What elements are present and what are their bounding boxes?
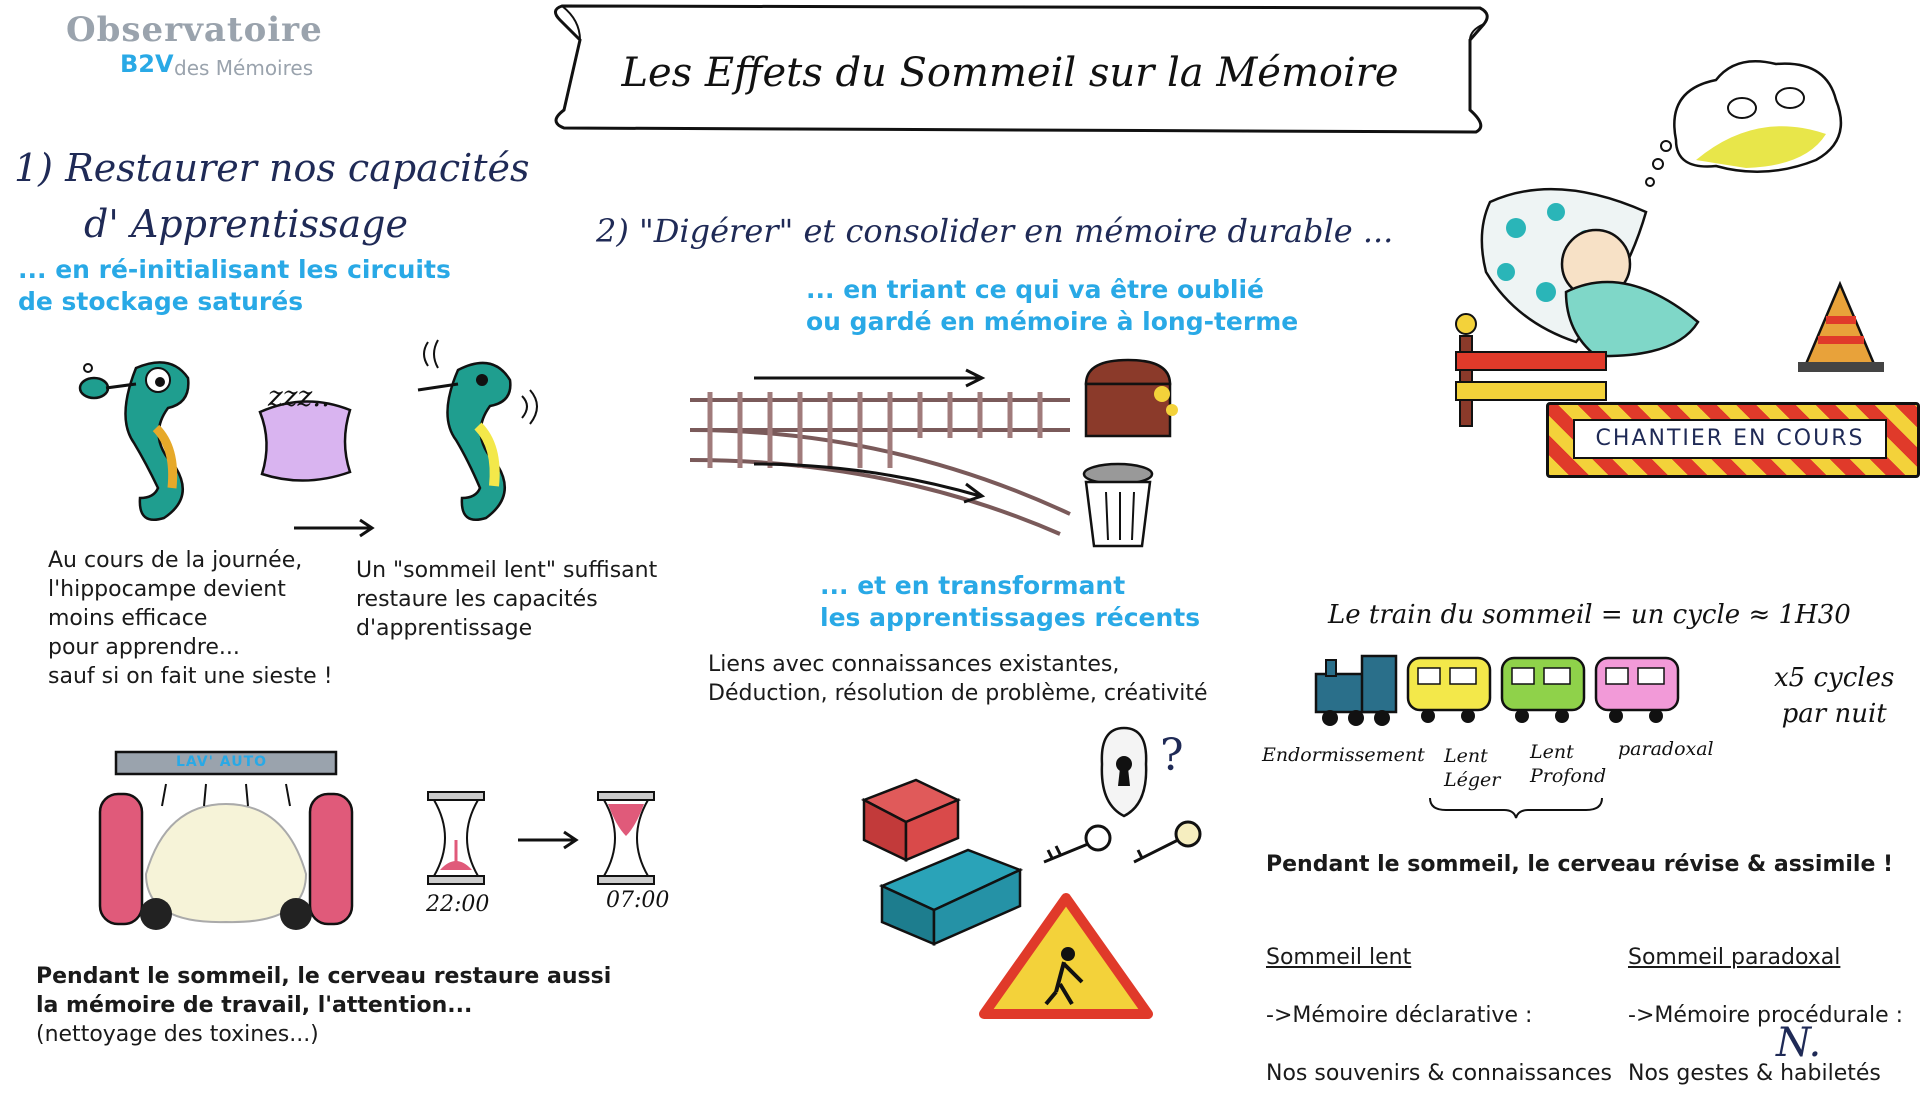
col2-line2: Nos gestes & habiletés xyxy=(1628,1061,1881,1086)
col-sommeil-paradoxal xyxy=(1628,914,1903,1117)
seahorse-happy-icon xyxy=(398,340,538,540)
roadwork-sign-icon xyxy=(976,892,1156,1022)
page-title: Les Effets du Sommeil sur la Mémoire xyxy=(621,50,1399,96)
railway-switch-icon xyxy=(690,364,1090,534)
section1-subtitle: ... en ré-initialisant les circuits de stockage saturés xyxy=(18,255,451,316)
section1-bottom-bold: Pendant le sommeil, le cerveau restaure aussi la mémoire de travail, l'attention... xyxy=(36,964,612,1018)
logo-line1: Observatoire xyxy=(66,10,323,50)
construction-sign xyxy=(1546,402,1920,478)
arrow-right-icon xyxy=(290,518,380,538)
time-end: 07:00 xyxy=(606,888,670,913)
section2-heading: 2) "Digérer" et consolider en mémoire durable ... xyxy=(596,212,1394,250)
label-lent-leger: Lent Léger xyxy=(1444,745,1501,791)
section1-heading xyxy=(14,140,530,252)
logo-b2v: B2V xyxy=(120,50,174,78)
carwash-sign: LAV' AUTO xyxy=(176,754,268,770)
col1-line2: Nos souvenirs & connaissances xyxy=(1266,1061,1612,1086)
section2-sub1: ... en triant ce qui va être oublié ou gardé en mémoire à long-terme xyxy=(806,275,1299,336)
trash-can-icon xyxy=(1076,460,1162,550)
train-car-green-icon xyxy=(1498,652,1588,724)
label-endormissement: Endormissement xyxy=(1262,744,1425,766)
section1-bottom-normal: (nettoyage des toxines...) xyxy=(36,1022,319,1047)
col2-title: Sommeil paradoxal xyxy=(1628,945,1841,970)
col-sommeil-lent xyxy=(1266,914,1612,1117)
keyhole-icon xyxy=(1096,724,1152,820)
construction-sign-label: CHANTIER EN COURS xyxy=(1573,419,1887,459)
train-car-yellow-icon xyxy=(1404,652,1494,724)
hourglass-full-icon xyxy=(596,790,656,886)
section3-summary: Pendant le sommeil, le cerveau révise & assimile ! xyxy=(1266,852,1894,877)
signature: N. xyxy=(1776,1020,1822,1066)
hourglass-empty-icon xyxy=(426,790,486,886)
section2-text: Liens avec connaissances existantes, Déduction, résolution de problème, créativité xyxy=(708,652,1208,706)
section1-left-text: Au cours de la journée, l'hippocampe devient moins efficace pour apprendre... sauf si on fait une sieste ! xyxy=(48,548,333,689)
section1-bottom-text xyxy=(36,962,611,1049)
arrow-right-icon xyxy=(514,830,584,850)
zzz-text: zzz.. xyxy=(268,380,331,413)
dream-bubble-icon xyxy=(1656,50,1856,180)
logo-line2: des Mémoires xyxy=(174,56,314,80)
traffic-cone-icon xyxy=(1796,280,1886,376)
col2-line1: ->Mémoire procédurale : xyxy=(1628,1003,1904,1028)
label-paradoxal: paradoxal xyxy=(1618,738,1714,760)
time-start: 22:00 xyxy=(426,892,490,917)
treasure-chest-icon xyxy=(1072,354,1182,444)
carwash-icon xyxy=(76,744,376,944)
section1-heading-line2: d' Apprentissage xyxy=(84,202,408,246)
key-icon xyxy=(1036,820,1116,870)
brace-icon xyxy=(1426,796,1606,820)
logo xyxy=(66,10,326,80)
key-gold-icon xyxy=(1126,820,1206,870)
cycles-count: x5 cycles par nuit xyxy=(1774,663,1895,729)
section1-heading-line1: 1) Restaurer nos capacités xyxy=(14,146,530,190)
seahorse-tired-icon xyxy=(76,348,206,528)
train-title: Le train du sommeil = un cycle ≈ 1H30 xyxy=(1328,600,1851,630)
section1-right-text: Un "sommeil lent" suffisant restaure les capacités d'apprentissage xyxy=(356,558,658,641)
train-car-pink-icon xyxy=(1592,652,1682,724)
col1-title: Sommeil lent xyxy=(1266,945,1412,970)
col1-line1: ->Mémoire déclarative : xyxy=(1266,1003,1533,1028)
train-locomotive-icon xyxy=(1306,650,1402,726)
label-lent-profond: Lent Profond xyxy=(1530,741,1607,787)
question-mark: ? xyxy=(1160,730,1184,781)
section2-sub2: ... et en transformant les apprentissages récents xyxy=(820,571,1201,632)
